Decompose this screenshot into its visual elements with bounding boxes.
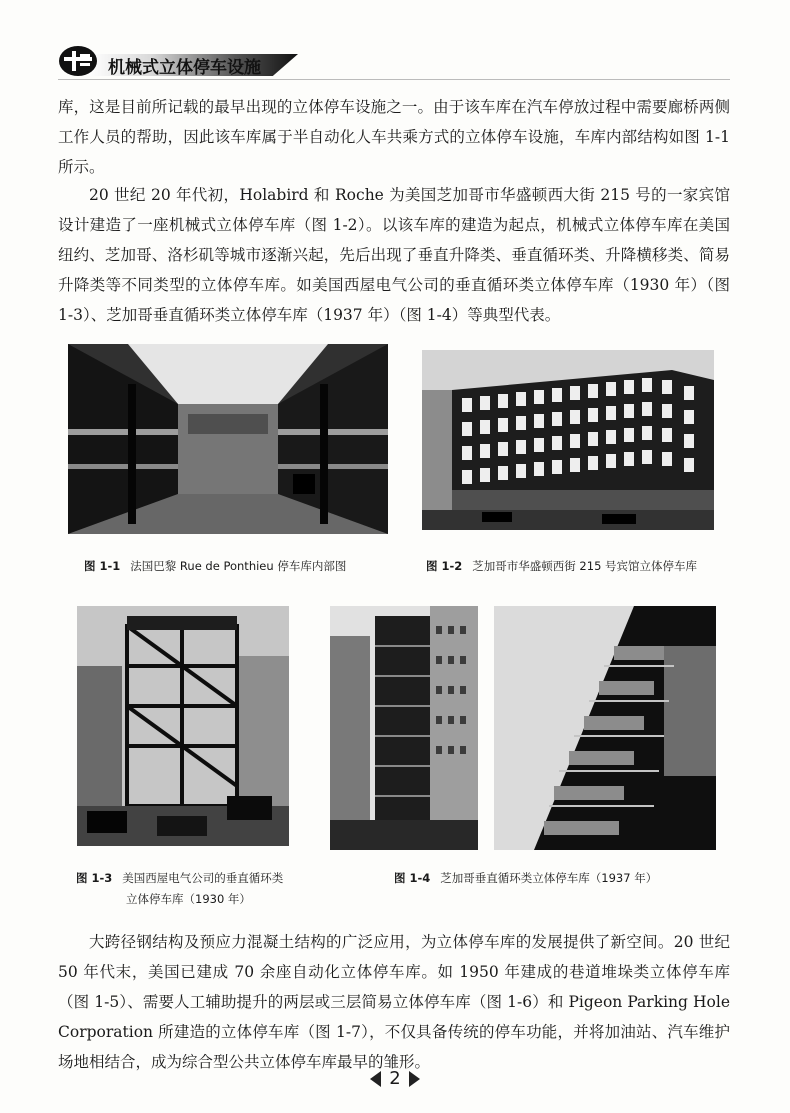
body-paragraph-1: 库，这是目前所记载的最早出现的立体停车设施之一。由于该车库在汽车停放过程中需要廊桥两侧工作人员的帮助，因此该车库属于半自动化人车共乘方式的立体停车设施，车库内部结构如图 1-1 所示。 bbox=[58, 98, 730, 176]
figure-1-3-number: 图 1-3 bbox=[76, 871, 113, 885]
figure-1-4-photo-right bbox=[494, 606, 716, 850]
figure-1-2-text: 芝加哥市华盛顿西街 215 号宾馆立体停车库 bbox=[472, 559, 698, 573]
header-title: 机械式立体停车设施 bbox=[108, 58, 261, 78]
body-paragraph-2: 20 世纪 20 年代初，Holabird 和 Roche 为美国芝加哥市华盛顿西大街 215 号的一家宾馆设计建造了一座机械式立体停车库（图 1-2）。以该车库的建造为起点，机械式立体停车库在美国纽约、芝加哥、洛杉矶等城市逐渐兴起，先后出现了垂直升降类、垂直循环类、升降横移类、简易升降类等不同类型的立体停车库。如美国西屋电气公司的垂直循环类立体停车库（1930 年）（图 1-3）、芝加哥垂直循环类立体停车库（1937 年）（图 1-4）等典型代表。 bbox=[58, 186, 730, 324]
publisher-logo-icon bbox=[58, 44, 102, 78]
figure-1-3-text: 美国西屋电气公司的垂直循环类 bbox=[122, 871, 284, 885]
triangle-left-icon bbox=[370, 1071, 381, 1087]
header-divider bbox=[58, 79, 730, 80]
figure-1-4-photo-left bbox=[330, 606, 478, 850]
page-number: 2 bbox=[389, 1068, 401, 1089]
figure-1-4-text: 芝加哥垂直循环类立体停车库（1937 年） bbox=[440, 871, 658, 885]
running-header bbox=[58, 40, 298, 80]
figure-1-1-number: 图 1-1 bbox=[84, 559, 121, 573]
figure-1-4-number: 图 1-4 bbox=[394, 871, 431, 885]
triangle-right-icon bbox=[409, 1071, 420, 1087]
figure-1-2-photo bbox=[422, 350, 714, 530]
page-footer bbox=[0, 1068, 790, 1089]
figure-1-3-photo bbox=[77, 606, 289, 846]
body-paragraph-3: 大跨径钢结构及预应力混凝土结构的广泛应用，为立体停车库的发展提供了新空间。20 世纪 50 年代末，美国已建成 70 余座自动化立体停车库。如 1950 年建成的巷道堆垛类立体停车库（图 1-5）、需要人工辅助提升的两层或三层简易立体停车库（图 1-6）和 Pigeon Parking Hole Corporation 所建造的立体停车库（图 1-7），不仅具备传统的停车功能，并将加油站、汽车维护场地相结合，成为综合型公共立体停车库最早的雏形。 bbox=[58, 933, 730, 1071]
figure-1-1-caption bbox=[84, 558, 346, 574]
figure-1-3-caption-line2 bbox=[126, 891, 251, 907]
figure-1-1-photo bbox=[68, 344, 388, 534]
figure-1-3-text-line2: 立体停车库（1930 年） bbox=[126, 892, 251, 906]
figure-1-1-text: 法国巴黎 Rue de Ponthieu 停车库内部图 bbox=[130, 559, 347, 573]
figure-1-3-caption bbox=[76, 870, 283, 886]
figure-1-4-caption bbox=[394, 870, 657, 886]
figure-1-2-number: 图 1-2 bbox=[426, 559, 463, 573]
figure-1-2-caption bbox=[426, 558, 697, 574]
